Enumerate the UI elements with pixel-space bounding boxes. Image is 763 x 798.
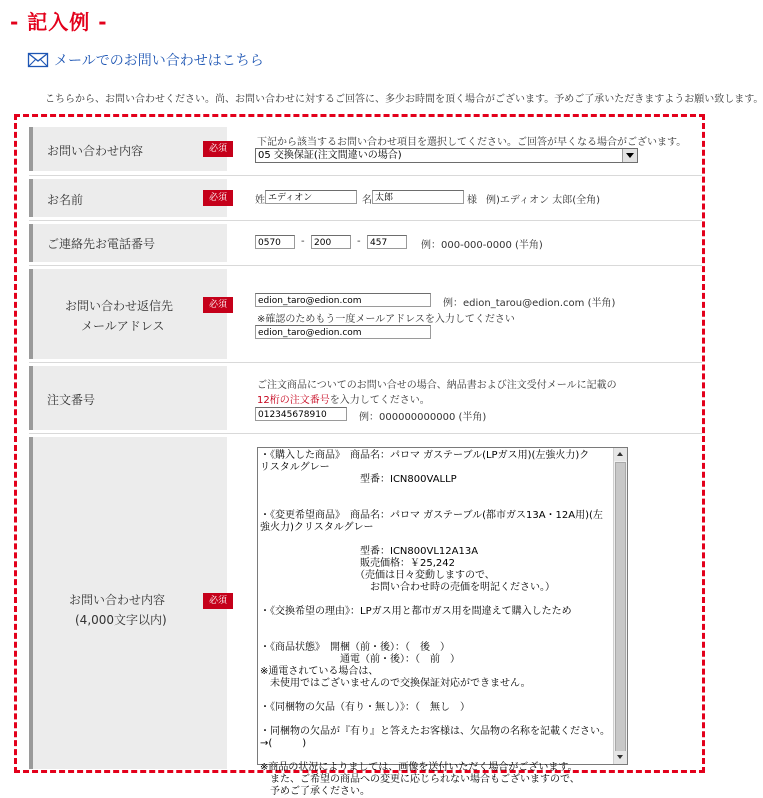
scroll-up-icon[interactable] xyxy=(614,448,627,461)
order-note-tail: を入力してください。 xyxy=(329,395,430,406)
phone-label: ご連絡先お電話番号 xyxy=(47,237,156,251)
email-input[interactable]: edion_taro@edion.com xyxy=(255,293,431,307)
order-note-highlight: 12桁の注文番号 xyxy=(257,395,330,406)
textarea-scrollbar[interactable] xyxy=(613,448,627,764)
mail-inquiry-heading xyxy=(28,50,264,70)
row-divider xyxy=(29,175,702,176)
required-badge: 必須 xyxy=(203,297,233,313)
row-divider xyxy=(29,433,702,434)
page-title: - 記入例 - xyxy=(10,10,108,34)
name-label: お名前 xyxy=(47,193,84,207)
phone-dash: - xyxy=(301,236,305,247)
scrollbar-thumb[interactable] xyxy=(615,462,626,752)
inquiry-type-selected: 05 交換保証(注文間違いの場合) xyxy=(258,150,402,161)
order-row xyxy=(29,366,702,430)
phone-row xyxy=(29,224,702,262)
email-label-line1: お問い合わせ返信先 xyxy=(65,299,174,313)
mei-label: 名 xyxy=(362,195,372,206)
email-row xyxy=(29,269,702,359)
row-divider xyxy=(29,265,702,266)
content-row xyxy=(29,437,702,797)
phone-part1-input[interactable]: 0570 xyxy=(255,235,295,249)
order-note-line1: ご注文商品についてのお問い合せの場合、納品書および注文受付メールに記載の xyxy=(257,380,617,391)
row-divider xyxy=(29,362,702,363)
email-label-cell xyxy=(29,269,227,359)
content-label-line2: (4,000文字以内) xyxy=(75,613,167,627)
phone-example: 例：000-000-0000 (半角) xyxy=(421,240,543,251)
email-confirm-note: ※確認のためもう一度メールアドレスを入力してください xyxy=(257,314,515,325)
phone-dash: - xyxy=(357,236,361,247)
mail-icon xyxy=(28,53,48,67)
order-label-cell xyxy=(29,366,227,430)
name-example: 例)エディオン 太郎(全角) xyxy=(486,195,601,206)
row-divider xyxy=(29,220,702,221)
email-confirm-input[interactable]: edion_taro@edion.com xyxy=(255,325,431,339)
name-suffix: 様 xyxy=(467,195,477,206)
order-number-input[interactable]: 012345678910 xyxy=(255,407,347,421)
mei-input[interactable]: 太郎 xyxy=(372,190,464,204)
required-badge: 必須 xyxy=(203,190,233,206)
inquiry-type-select[interactable] xyxy=(255,148,638,163)
content-label-cell xyxy=(29,437,227,769)
content-textarea-text: ・《購入した商品》 商品名：パロマ ガステーブル(LPガス用)(左強火力)ク リスタルグレー 型番：ICN800VALLP ・《変更希望商品》 商品名：パロマ ガステーブル(都市ガス13A・12A用)(左 強火力)クリスタルグレー 型番：ICN800VL12A13A 販売価格：￥25,242 （売価は日々変動しますので、 お問い合わせ時の売価を明記ください。） ・《交換希望の理由》：LPガス用と都市ガス用を間違えて購入したため ・《商品状態》 開梱（前・後）：（ 後 ） 通電（前・後）：（ 前 ） ※通電されている場合は、 未使用ではございませんので交換保証対応ができません。 ・《同梱物の欠品（有り・無し）》：（ 無し ） ・同梱物の欠品が『有り』と答えたお客様は、欠品物の名称を記載ください。 →( ) ※商品の状況によりましては、画像を送付いただく場合がございます。 また、ご希望の商品への変更に応じられない場合もございますので、 予めご了承ください。 xyxy=(260,450,610,797)
inquiry-type-row xyxy=(29,127,702,171)
email-example: 例：edion_tarou@edion.com (半角) xyxy=(443,298,616,309)
inquiry-type-label: お問い合わせ内容 xyxy=(47,144,144,158)
order-note-line2 xyxy=(257,391,430,406)
example-form xyxy=(14,114,705,797)
required-badge: 必須 xyxy=(203,141,233,157)
content-textarea[interactable] xyxy=(257,447,628,797)
phone-part2-input[interactable]: 200 xyxy=(311,235,351,249)
sei-label: 姓 xyxy=(255,195,265,206)
mail-inquiry-heading-text: メールでのお問い合わせはこちら xyxy=(54,53,264,69)
required-badge: 必須 xyxy=(203,593,233,609)
inquiry-type-label-cell xyxy=(29,127,227,171)
order-label: 注文番号 xyxy=(47,393,96,407)
scroll-down-icon[interactable] xyxy=(614,751,627,764)
phone-label-cell xyxy=(29,224,227,262)
sei-input[interactable]: エディオン xyxy=(265,190,357,204)
intro-text: こちらから、お問い合わせください。尚、お問い合わせに対するご回答に、多少お時間を頂く場合がございます。予めご了承いただきますようお願い致します。 xyxy=(45,94,763,105)
name-label-cell xyxy=(29,179,227,217)
order-example: 例：000000000000 (半角) xyxy=(359,412,487,423)
content-label-line1: お問い合わせ内容 xyxy=(69,593,166,607)
phone-part3-input[interactable]: 457 xyxy=(367,235,407,249)
email-label-line2: メールアドレス xyxy=(81,319,165,333)
chevron-down-icon[interactable] xyxy=(622,149,637,162)
inquiry-type-hint: 下記から該当するお問い合わせ項目を選択してください。ご回答が早くなる場合がございます。 xyxy=(257,137,687,148)
name-row xyxy=(29,179,702,217)
